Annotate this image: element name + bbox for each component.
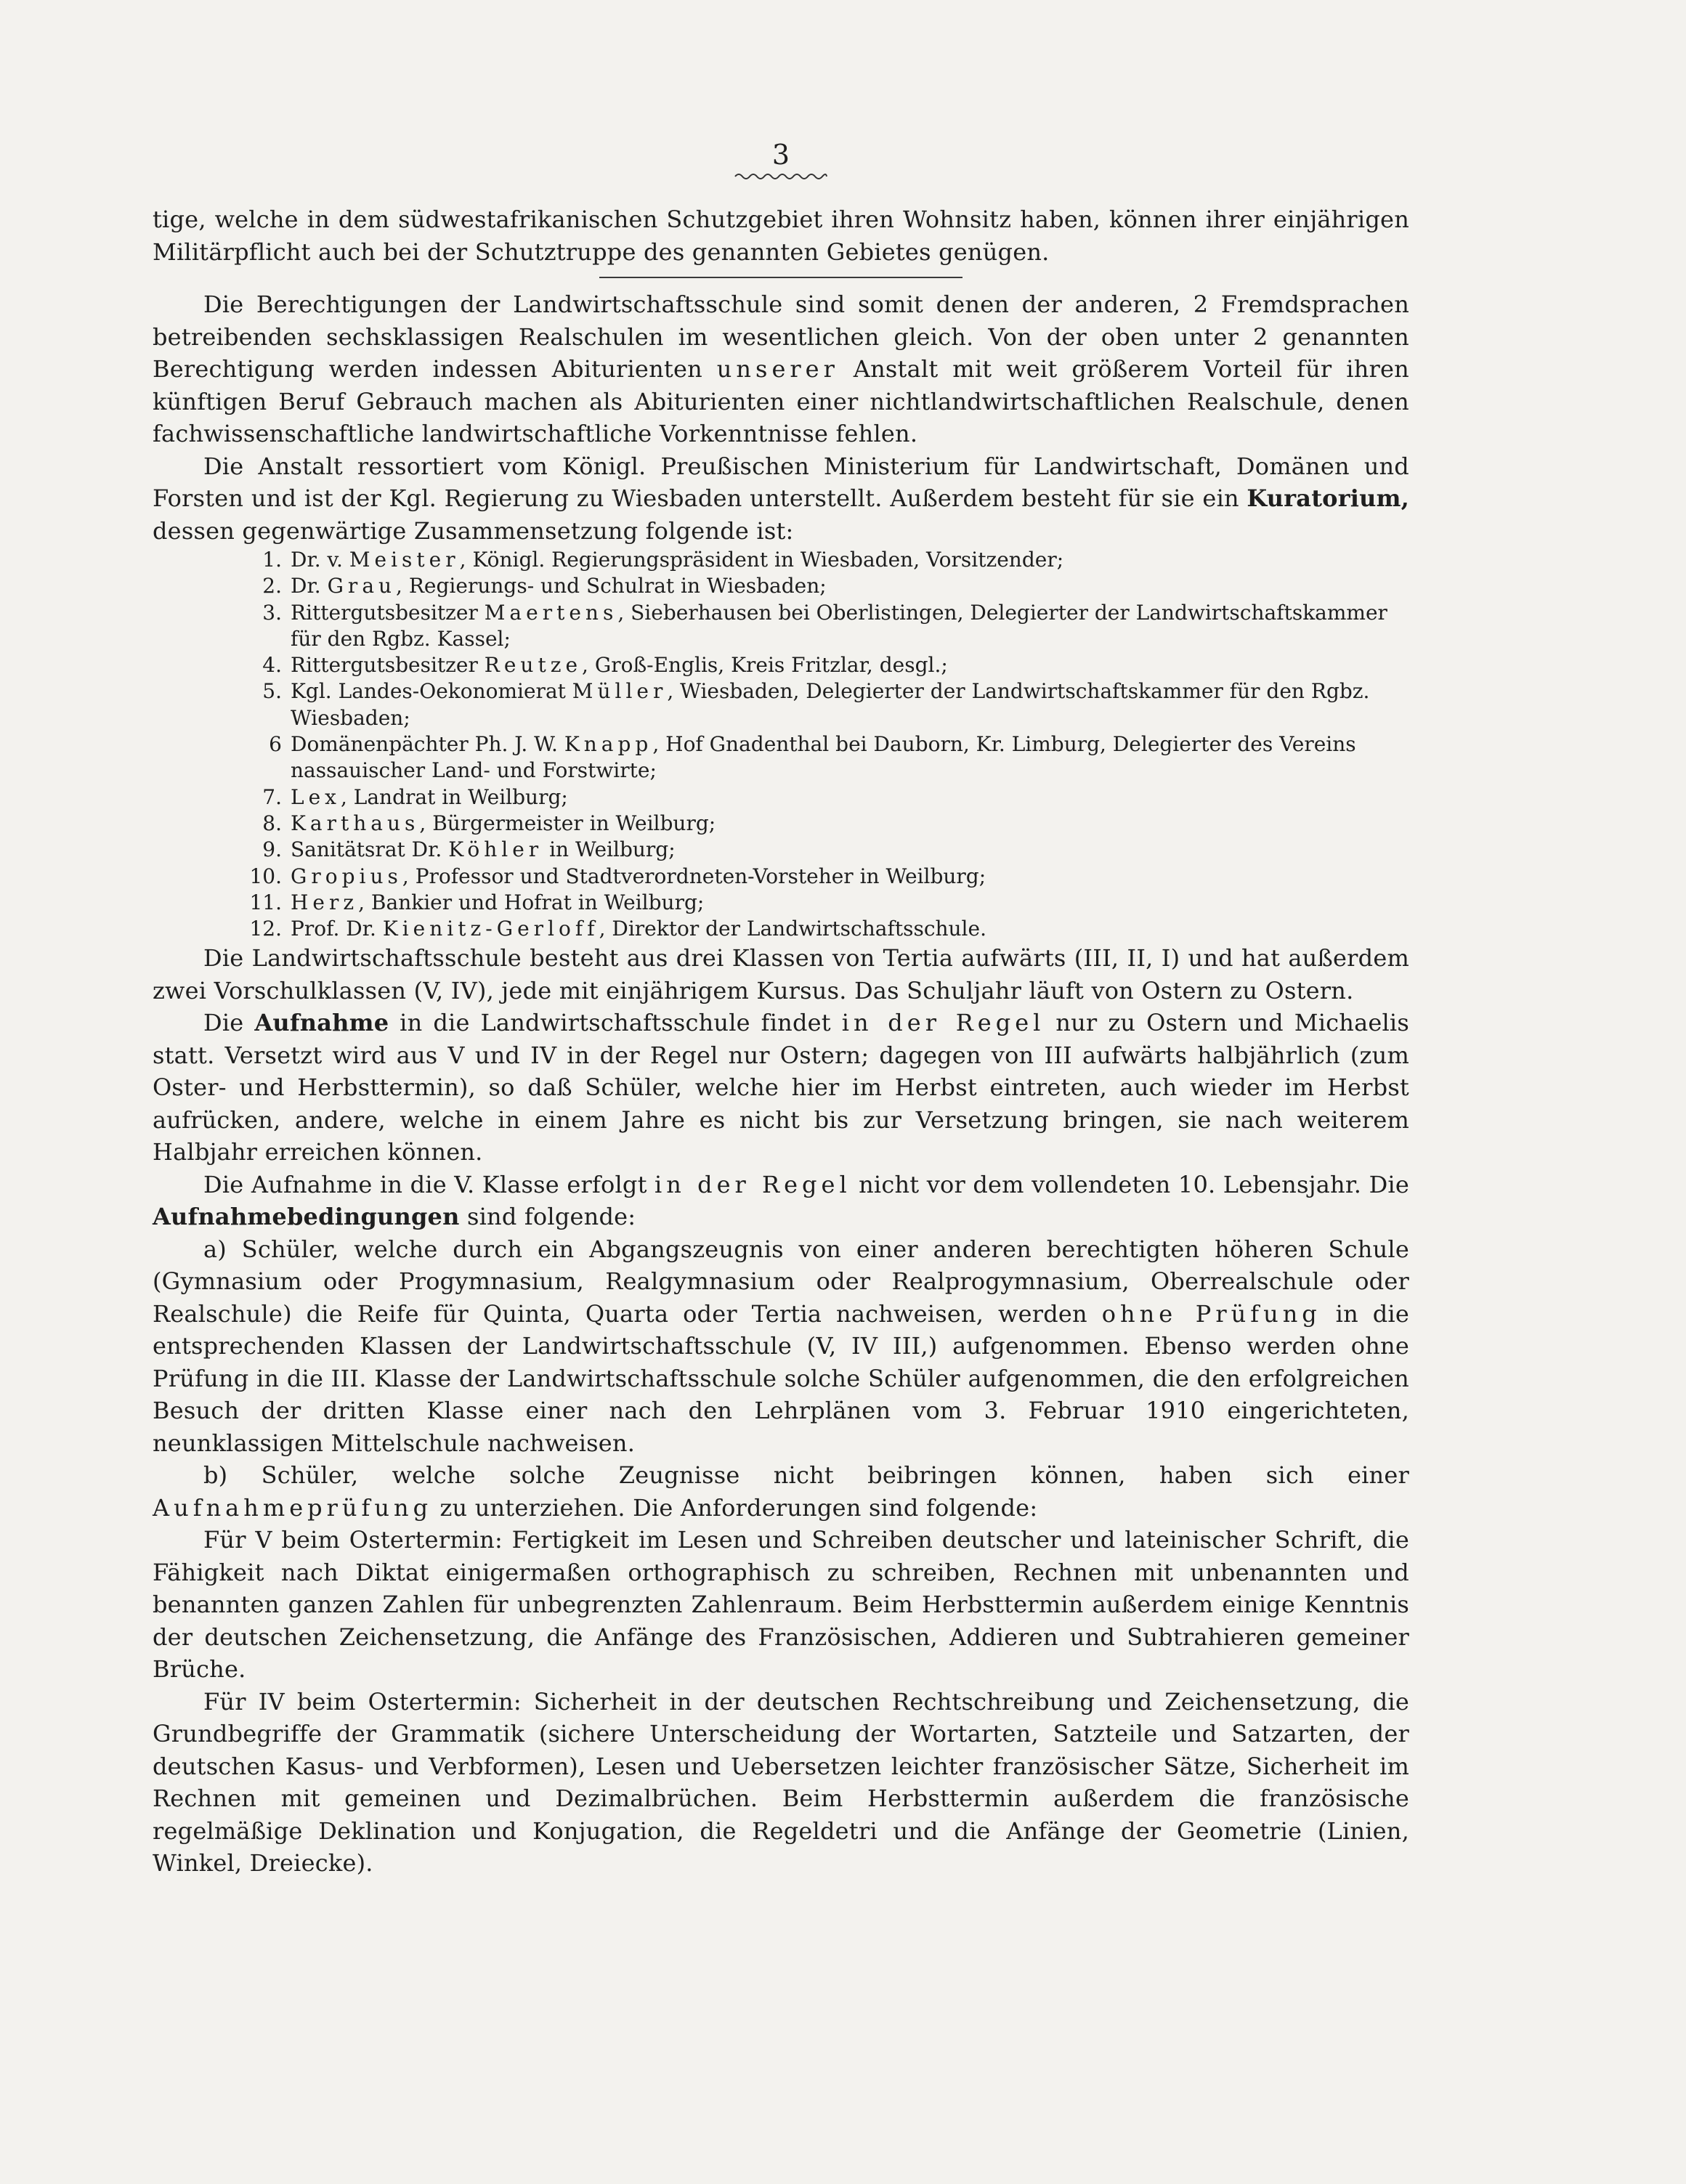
aufnahmebedingungen-label: Aufnahmebedingungen [153,1203,460,1231]
list-item: 7. Lex, Landrat in Weilburg; [262,784,568,809]
kuratorium-label: Kuratorium, [1247,484,1409,512]
paragraph-aufnahmealter: Die Aufnahme in die V. Klasse erfolgt in der Regel nicht vor dem vollendeten 10. Lebensjahr. Die Aufnahmebedingungen sind folgende: [153,1170,1409,1231]
list-item: 5. Kgl. Landes-Oekonomierat Müller, Wiesbaden, Delegierter der Landwirtschaftskammer für den Rgbz. Wiesbaden; [262,679,1370,730]
list-item: 12. Prof. Dr. Kienitz-Gerloff, Direktor der Landwirtschaftsschule. [249,917,986,941]
paragraph-requirements-iv: Für IV beim Ostertermin: Sicherheit in der deutschen Rechtschreibung und Zeichensetzung, die Grundbegriffe der Grammatik (sichere Unterscheidung der Wortarten, Satzteile und Satzarten, der deutschen Kasus- und Verbformen), Lesen und Uebersetzen leichter französischer Sätze, Sicherheit im Rechnen mit gemeinen und Dezimalbrüchen. Beim Herbsttermin außerdem die französische regelmäßige Deklination und Konjugation, die Regeldetri und die Anfänge der Geometrie (Linien, Winkel, Dreiecke). [153,1687,1409,1877]
paragraph-berechtigungen: Die Berechtigungen der Landwirtschaftsschule sind somit denen der anderen, 2 Fremdsprachen betreibenden sechsklassigen Realschulen im wesentlichen gleich. Von der oben unter 2 genannten Berechtigung werden indessen Abiturienten unserer Anstalt mit weit größerem Vorteil für ihren künftigen Beruf Gebrauch machen als Abiturienten einer nichtlandwirtschaftlichen Realschule, denen fachwissenschaftliche landwirtschaftliche Vorkenntnisse fehlen. [153,291,1409,447]
paragraph-condition-a: a) Schüler, welche durch ein Abgangszeugnis von einer anderen berechtigten höheren Schule (Gymnasium oder Progymnasium, Realgymnasium oder Realprogymnasium, Oberrealschule oder Realschule) die Reife für Quinta, Quarta oder Tertia nachweisen, werden ohne Prüfung in die entsprechenden Klassen der Landwirtschaftsschule (V, IV III,) aufgenommen. Ebenso werden ohne Prüfung in die III. Klasse der Landwirtschaftsschule solche Schüler aufgenommen, die den erfolgreichen Besuch der dritten Klasse einer nach den Lehrplänen vom 3. Februar 1910 eingerichteten, neunklassigen Mittelschule nachweisen. [153,1235,1410,1457]
aufnahme-label: Aufnahme [254,1009,389,1037]
paragraph-requirements-v: Für V beim Ostertermin: Fertigkeit im Lesen und Schreiben deutscher und lateinischer Schrift, die Fähigkeit nach Diktat einigermaßen orthographisch zu schreiben, Rechnen mit unbenannten und benannten ganzen Zahlen für unbegrenzten Zahlenraum. Beim Herbsttermin außerdem einige Kenntnis der deutschen Zeichensetzung, die Anfänge des Französischen, Addieren und Subtrahieren gemeiner Brüche. [153,1526,1409,1684]
list-item: 10. Gropius, Professor und Stadtverordneten-Vorsteher in Weilburg; [249,864,986,888]
page-number: 3 [771,139,790,171]
paragraph-anstalt: Die Anstalt ressortiert vom Königl. Preußischen Ministerium für Landwirtschaft, Domänen und Forsten und ist der Kgl. Regierung zu Wiesbaden unterstellt. Außerdem besteht für sie ein Kuratorium, dessen gegenwärtige Zusammensetzung folgende ist: [153,452,1409,545]
document-page [153,138,1409,1880]
paragraph-condition-b: b) Schüler, welche solche Zeugnisse nicht beibringen können, haben sich einer Aufnahmeprüfung zu unterziehen. Die Anforderungen sind folgende: [153,1461,1409,1522]
list-item: 4. Rittergutsbesitzer Reutze, Groß-Englis, Kreis Fritzlar, desgl.; [262,653,948,678]
list-item: 6 Domänenpächter Ph. J. W. Knapp, Hof Gnadenthal bei Dauborn, Kr. Limburg, Delegierter des Vereins nassauischer Land- und Forstwirte; [269,732,1356,783]
curatorium-list [153,547,1409,942]
wavy-ornament-icon [734,171,828,182]
list-item: 3. Rittergutsbesitzer Maertens, Sieberhausen bei Oberlistingen, Delegierter der Landwirtschaftskammer für den Rgbz. Kassel; [262,600,1387,651]
paragraph-klassen: Die Landwirtschaftsschule besteht aus drei Klassen von Tertia aufwärts (III, II, I) und hat außerdem zwei Vorschulklassen (V, IV), jede mit einjährigem Kursus. Das Schuljahr läuft von Ostern zu Ostern. [153,944,1409,1004]
list-item: 1. Dr. v. Meister, Königl. Regierungspräsident in Wiesbaden, Vorsitzender; [262,548,1064,572]
list-item: 2. Dr. Grau, Regierungs- und Schulrat in Wiesbaden; [262,574,827,598]
list-item: 9. Sanitätsrat Dr. Köhler in Weilburg; [262,837,676,862]
list-item: 8. Karthaus, Bürgermeister in Weilburg; [262,811,716,835]
paragraph-aufnahme: Die Aufnahme in die Landwirtschaftsschule findet in der Regel nur zu Ostern und Michaelis statt. Versetzt wird aus V und IV in der Regel nur Ostern; dagegen von III aufwärts halbjährlich (zum Oster- und Herbsttermin), so daß Schüler, welche hier im Herbst eintreten, auch wieder im Herbst aufrücken, andere, welche in einem Jahre es nicht bis zur Versetzung bringen, sie nach weiterem Halbjahr erreichen können. [153,1009,1409,1166]
paragraph-schutztruppe: tige, welche in dem südwestafrikanischen Schutzgebiet ihren Wohnsitz haben, können ihrer einjährigen Militärpflicht auch bei der Schutztruppe des genannten Gebietes genügen. [153,206,1409,266]
horizontal-rule [599,277,962,278]
list-item: 11. Herz, Bankier und Hofrat in Weilburg; [249,890,705,914]
